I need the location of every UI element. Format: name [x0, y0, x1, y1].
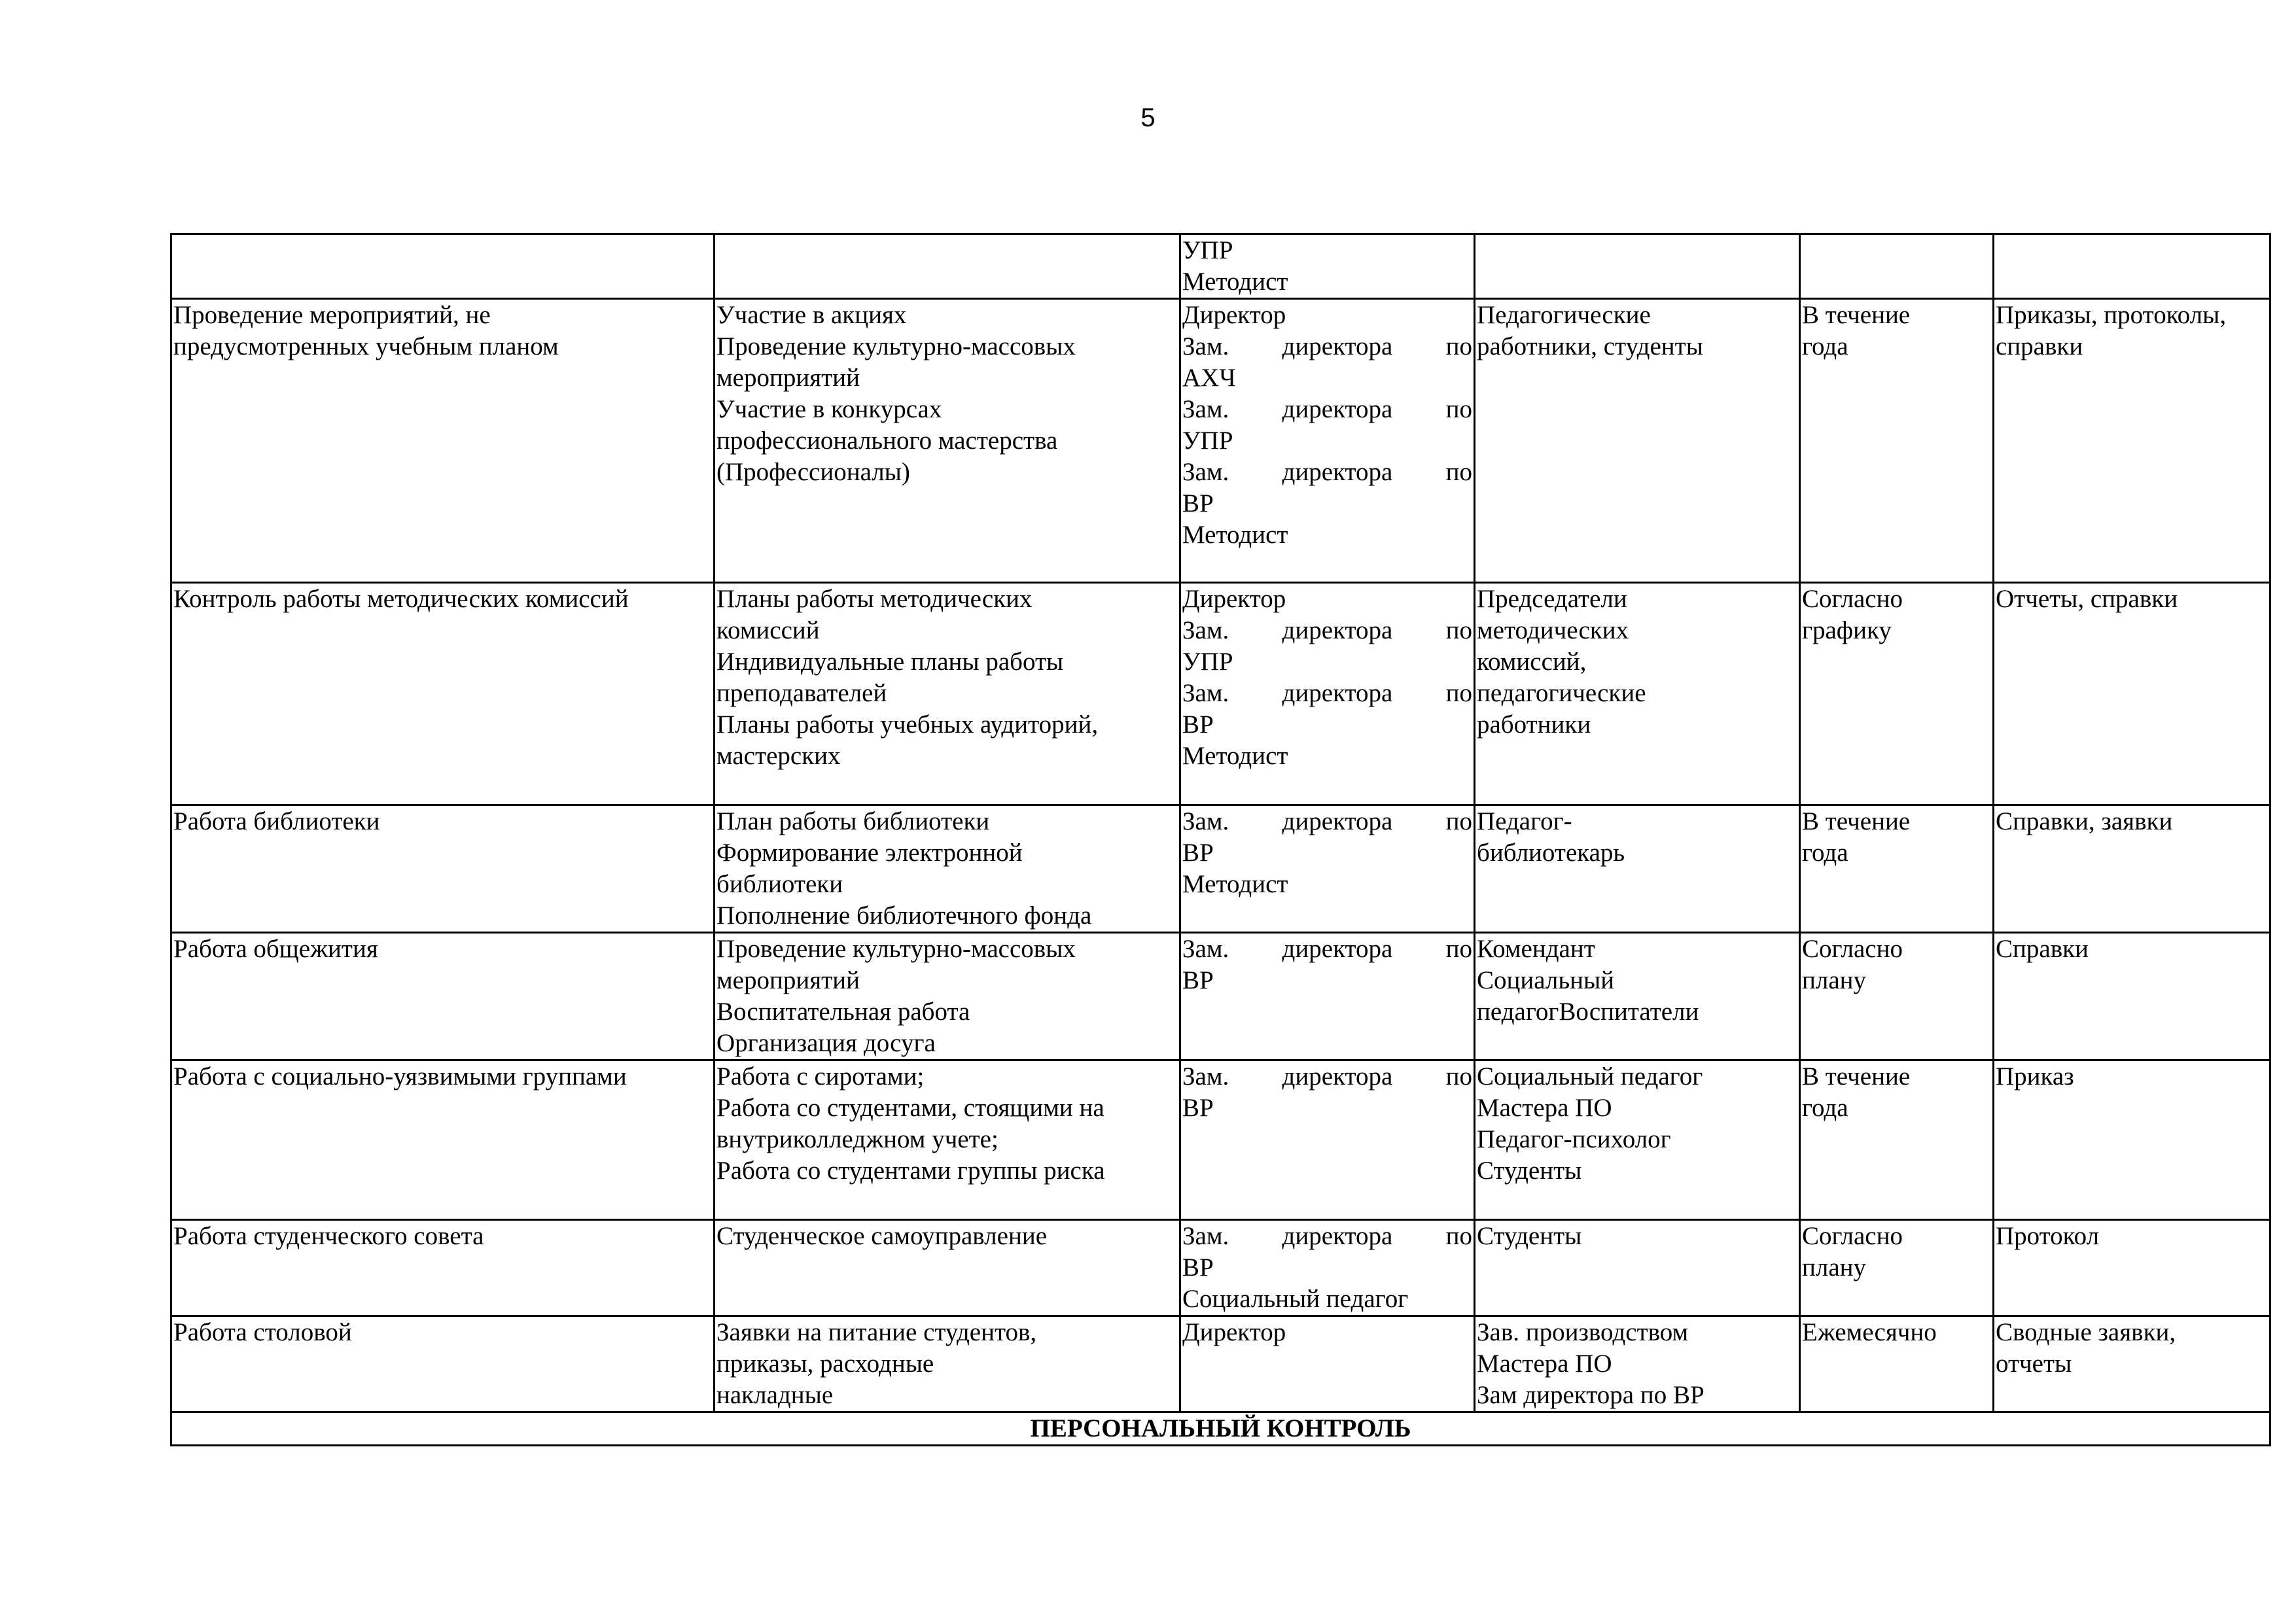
row-responsible — [1180, 583, 1475, 805]
table-row — [171, 933, 2270, 1060]
row-topic: Проведение мероприятий, не предусмотренных учебным планом — [171, 299, 715, 583]
row-content: Студенческое самоуправление — [715, 1220, 1180, 1316]
responsible-line: Методист — [1182, 268, 1288, 296]
row-content: План работы библиотеки Формирование электронной библиотеки Пополнение библиотечного фонда — [715, 805, 1180, 933]
row-participants — [1475, 234, 1800, 299]
responsible-line: ВР — [1182, 966, 1214, 994]
responsible-line: Зам. директора по — [1182, 332, 1472, 360]
row-topic: Работа библиотеки — [171, 805, 715, 933]
responsible-line: УПР — [1182, 648, 1233, 676]
row-timing — [1800, 234, 1994, 299]
responsible-line: Зам. директора по — [1182, 395, 1472, 423]
row-documents: Сводные заявки, отчеты — [1994, 1316, 2270, 1412]
responsible-list — [1182, 235, 1472, 298]
table-row — [171, 805, 2270, 933]
row-participants: Студенты — [1475, 1220, 1800, 1316]
responsible-list — [1182, 1061, 1472, 1124]
responsible-line: Зам. директора по — [1182, 935, 1472, 963]
responsible-list — [1182, 934, 1472, 996]
row-participants: Педагог- библиотекарь — [1475, 805, 1800, 933]
responsible-list — [1182, 300, 1472, 551]
row-responsible — [1180, 1316, 1475, 1412]
responsible-list — [1182, 1317, 1472, 1348]
row-participants: Педагогические работники, студенты — [1475, 299, 1800, 583]
row-timing: Ежемесячно — [1800, 1316, 1994, 1412]
row-content: Заявки на питание студентов, приказы, расходные накладные — [715, 1316, 1180, 1412]
responsible-line: Методист — [1182, 742, 1288, 770]
row-documents: Приказы, протоколы, справки — [1994, 299, 2270, 583]
row-documents: Протокол — [1994, 1220, 2270, 1316]
responsible-line: Социальный педагог — [1182, 1285, 1409, 1313]
responsible-list — [1182, 1221, 1472, 1315]
page-number: 5 — [1140, 103, 1156, 132]
row-timing: Согласно графику — [1800, 583, 1994, 805]
row-content — [715, 234, 1180, 299]
row-content: Участие в акциях Проведение культурно-массовых мероприятий Участие в конкурсах профессионального мастерства (Профессионалы) — [715, 299, 1180, 583]
row-documents: Справки, заявки — [1994, 805, 2270, 933]
responsible-line: Зам. директора по — [1182, 1062, 1472, 1091]
responsible-line: Зам. директора по — [1182, 458, 1472, 486]
row-responsible — [1180, 1060, 1475, 1220]
row-topic: Работа с социально-уязвимыми группами — [171, 1060, 715, 1220]
control-plan-table — [170, 233, 2271, 1446]
row-timing: В течение года — [1800, 1060, 1994, 1220]
responsible-line: Зам. директора по — [1182, 679, 1472, 707]
responsible-line: Зам. директора по — [1182, 1222, 1472, 1250]
responsible-line: АХЧ — [1182, 364, 1236, 392]
section-title: ПЕРСОНАЛЬНЫЙ КОНТРОЛЬ — [171, 1412, 2270, 1446]
table-row — [171, 1220, 2270, 1316]
table-row — [171, 1060, 2270, 1220]
responsible-line: Зам. директора по — [1182, 807, 1472, 835]
responsible-line: Методист — [1182, 521, 1288, 549]
row-documents: Отчеты, справки — [1994, 583, 2270, 805]
responsible-list — [1182, 584, 1472, 772]
row-documents: Справки — [1994, 933, 2270, 1060]
table-row — [171, 1316, 2270, 1412]
row-timing: В течение года — [1800, 805, 1994, 933]
row-topic: Контроль работы методических комиссий — [171, 583, 715, 805]
row-timing: Согласно плану — [1800, 1220, 1994, 1316]
row-participants: Комендант Социальный педагогВоспитатели — [1475, 933, 1800, 1060]
row-responsible — [1180, 299, 1475, 583]
row-content: Проведение культурно-массовых мероприятий Воспитательная работа Организация досуга — [715, 933, 1180, 1060]
responsible-line: УПР — [1182, 236, 1233, 264]
responsible-list — [1182, 806, 1472, 900]
row-topic: Работа столовой — [171, 1316, 715, 1412]
table-row — [171, 583, 2270, 805]
row-responsible — [1180, 234, 1475, 299]
row-responsible — [1180, 805, 1475, 933]
row-participants: Председатели методических комиссий, педагогические работники — [1475, 583, 1800, 805]
table-body — [171, 234, 2270, 1412]
row-responsible — [1180, 933, 1475, 1060]
row-topic: Работа общежития — [171, 933, 715, 1060]
row-documents — [1994, 234, 2270, 299]
responsible-line: Директор — [1182, 301, 1286, 329]
table-row — [171, 299, 2270, 583]
row-timing: Согласно плану — [1800, 933, 1994, 1060]
responsible-line: ВР — [1182, 839, 1214, 867]
responsible-line: Зам. директора по — [1182, 616, 1472, 644]
responsible-line: ВР — [1182, 1253, 1214, 1282]
row-documents: Приказ — [1994, 1060, 2270, 1220]
row-timing: В течение года — [1800, 299, 1994, 583]
responsible-line: Методист — [1182, 870, 1288, 898]
responsible-line: ВР — [1182, 1094, 1214, 1122]
section-row — [171, 1412, 2270, 1446]
responsible-line: ВР — [1182, 489, 1214, 517]
row-topic: Работа студенческого совета — [171, 1220, 715, 1316]
row-content: Работа с сиротами; Работа со студентами, стоящими на внутриколледжном учете; Работа со студентами группы риска — [715, 1060, 1180, 1220]
responsible-line: Директор — [1182, 585, 1286, 613]
table-row — [171, 234, 2270, 299]
responsible-line: ВР — [1182, 710, 1214, 739]
row-content: Планы работы методических комиссий Индивидуальные планы работы преподавателей Планы работы учебных аудиторий, мастерских — [715, 583, 1180, 805]
row-topic — [171, 234, 715, 299]
responsible-line: Директор — [1182, 1318, 1286, 1346]
row-participants: Зав. производством Мастера ПО Зам директора по ВР — [1475, 1316, 1800, 1412]
row-responsible — [1180, 1220, 1475, 1316]
responsible-line: УПР — [1182, 427, 1233, 455]
row-participants: Социальный педагог Мастера ПО Педагог-психолог Студенты — [1475, 1060, 1800, 1220]
